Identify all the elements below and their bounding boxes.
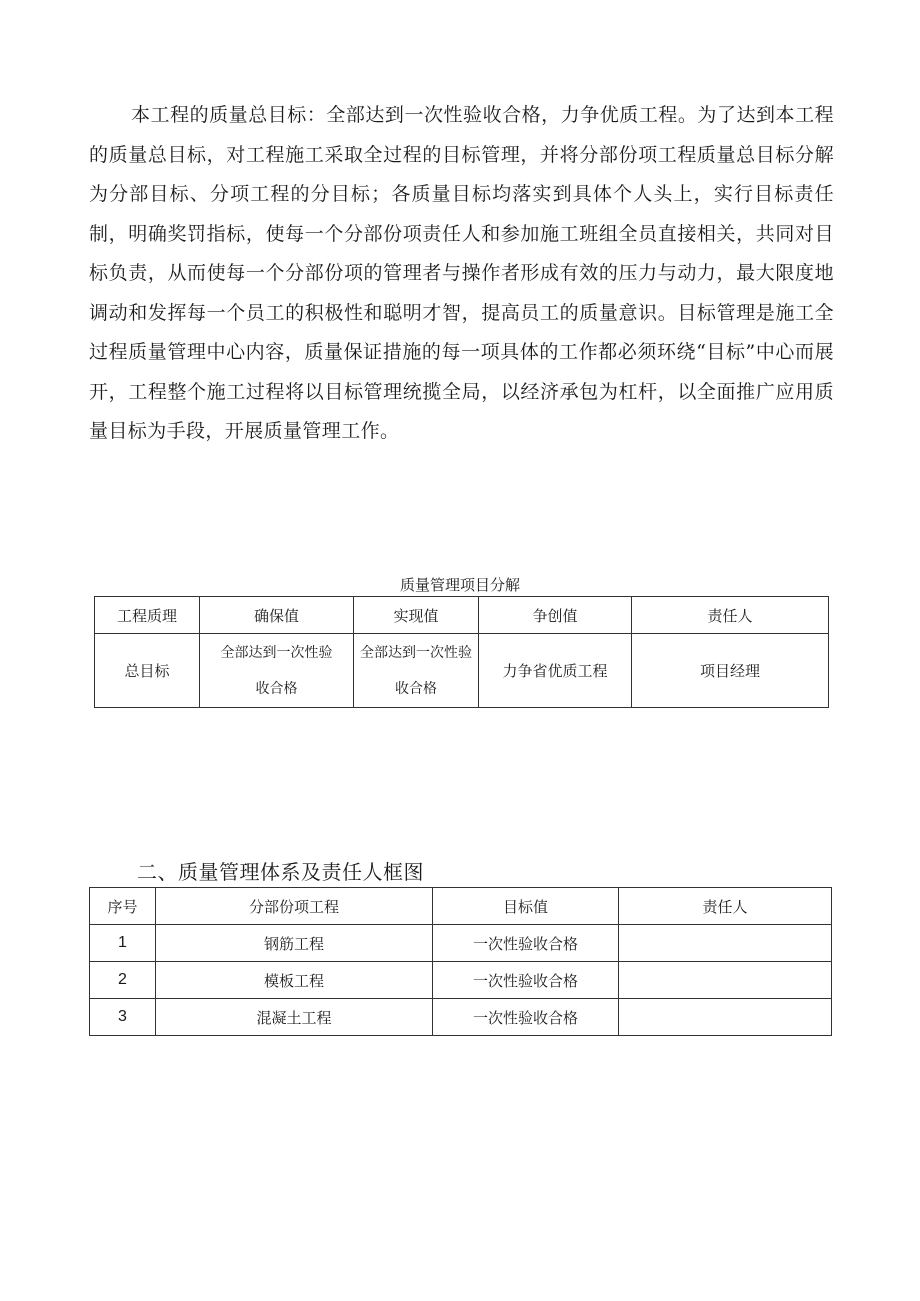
project-cell: 钢筋工程: [156, 925, 433, 962]
responsible-cell: 项目经理: [632, 634, 829, 708]
header-cell: 工程质理: [95, 597, 200, 634]
person-cell: [619, 925, 832, 962]
strive-cell: 力争省优质工程: [479, 634, 632, 708]
target-cell: 一次性验收合格: [433, 962, 619, 999]
table-header-row: [95, 597, 829, 634]
person-cell: [619, 962, 832, 999]
achieve-cell: [354, 634, 479, 708]
header-cell: 责任人: [619, 888, 832, 925]
table-row: [90, 962, 832, 999]
table-row: [90, 925, 832, 962]
header-cell: 序号: [90, 888, 156, 925]
cell-line: 全部达到一次性验: [220, 644, 333, 661]
target-cell: 一次性验收合格: [433, 925, 619, 962]
responsibility-table: [89, 887, 832, 1036]
cell-line: 收合格: [255, 680, 298, 697]
row-number: 1: [90, 925, 156, 962]
header-cell: 确保值: [200, 597, 354, 634]
header-cell: 目标值: [433, 888, 619, 925]
table-header-row: [90, 888, 832, 925]
section2-title: 二、质量管理体系及责任人框图: [137, 860, 424, 884]
row-number: 2: [90, 962, 156, 999]
item-cell: 总目标: [95, 634, 200, 708]
row-number: 3: [90, 999, 156, 1036]
person-cell: [619, 999, 832, 1036]
header-cell: 责任人: [632, 597, 829, 634]
table-row: [90, 999, 832, 1036]
quality-breakdown-table: [94, 596, 829, 708]
intro-paragraph: 本工程的质量总目标：全部达到一次性验收合格，力争优质工程。为了达到本工程的质量总目标，对工程施工采取全过程的目标管理，并将分部份项工程质量总目标分解为分部目标、分项工程的分目标；各质量目标均落实到具体个人头上，实行目标责任制，明确奖罚指标，使每一个分部份项责任人和参加施工班组全员直接相关，共同对目标负责，从而使每一个分部份项的管理者与操作者形成有效的压力与动力，最大限度地调动和发挥每一个员工的积极性和聪明才智，提高员工的质量意识。目标管理是施工全过程质量管理中心内容，质量保证措施的每一项具体的工作都必须环绕“目标”中心而展开，工程整个施工过程将以目标管理统揽全局，以经济承包为杠杆，以全面推广应用质量目标为手段，开展质量管理工作。: [89, 104, 834, 442]
header-cell: 实现值: [354, 597, 479, 634]
project-cell: 模板工程: [156, 962, 433, 999]
header-cell: 分部份项工程: [156, 888, 433, 925]
project-cell: 混凝土工程: [156, 999, 433, 1036]
cell-line: 全部达到一次性验: [360, 644, 472, 661]
guarantee-cell: [200, 634, 354, 708]
table-row: [95, 634, 829, 708]
table1-caption: 质量管理项目分解: [399, 576, 520, 594]
cell-line: 收合格: [395, 680, 437, 697]
target-cell: 一次性验收合格: [433, 999, 619, 1036]
header-cell: 争创值: [479, 597, 632, 634]
